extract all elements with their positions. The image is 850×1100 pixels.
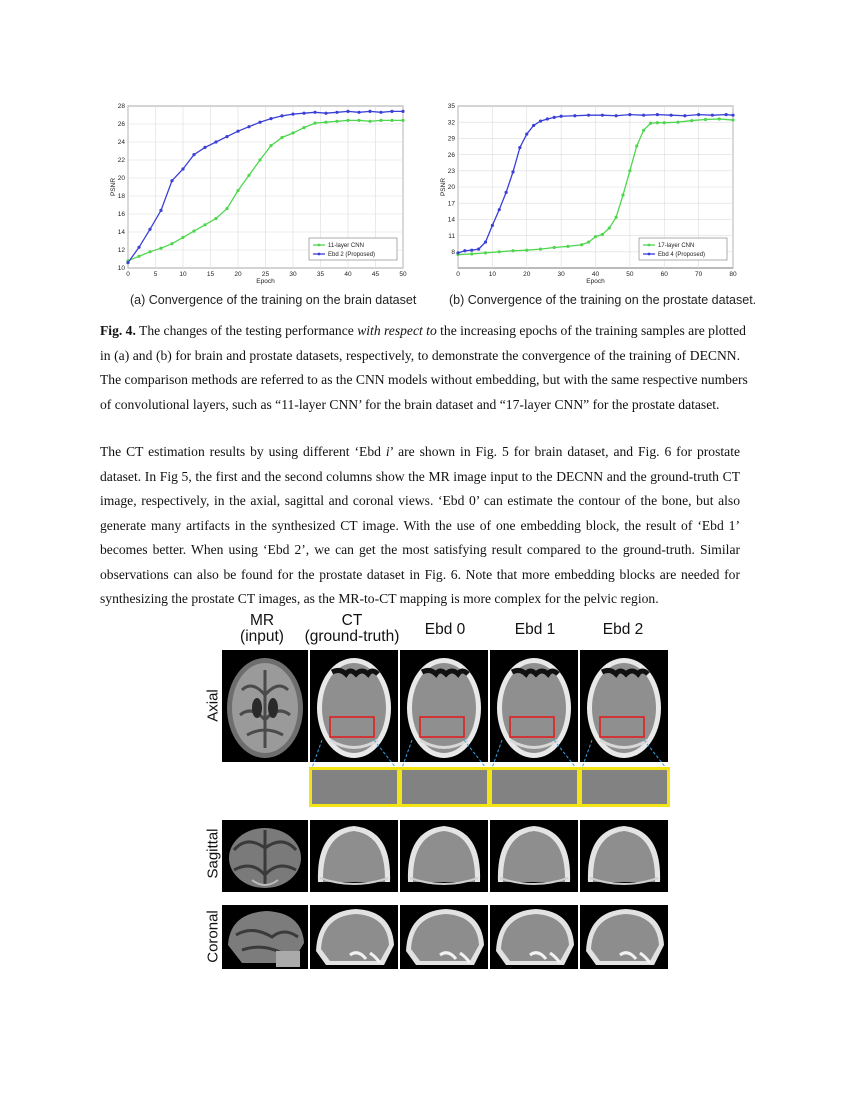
y-tick-label: 20 [447, 184, 455, 192]
data-point [313, 111, 316, 114]
chart-b-prostate-convergence [440, 100, 750, 290]
data-point [525, 132, 528, 135]
axial-mr-image [222, 650, 308, 762]
data-point [225, 207, 228, 210]
legend-marker [648, 253, 651, 256]
data-point [635, 144, 638, 147]
data-point [670, 114, 673, 117]
data-point [690, 119, 693, 122]
data-point [601, 233, 604, 236]
y-tick-label: 18 [117, 193, 125, 201]
data-point [484, 251, 487, 254]
sagittal-ct-graphic [490, 820, 578, 892]
data-point [390, 119, 393, 122]
data-point [148, 228, 151, 231]
data-point [401, 110, 404, 113]
data-point [621, 194, 624, 197]
data-point [324, 121, 327, 124]
x-tick-label: 5 [153, 271, 158, 278]
data-point [642, 114, 645, 117]
x-tick-label: 40 [344, 271, 352, 278]
data-point [587, 240, 590, 243]
data-point [137, 246, 140, 249]
x-tick-label: 30 [289, 271, 297, 278]
y-tick-label: 32 [447, 119, 455, 127]
data-point [203, 146, 206, 149]
x-tick-label: 80 [729, 271, 737, 278]
x-tick-label: 15 [206, 271, 215, 278]
data-point [302, 126, 305, 129]
y-tick-label: 26 [117, 121, 125, 129]
data-point [511, 249, 514, 252]
y-tick-label: 16 [117, 211, 125, 219]
data-point [711, 114, 714, 117]
chart-a-brain-convergence [110, 100, 420, 290]
col-label-ebd1: Ebd 1 [514, 621, 556, 638]
data-point [357, 111, 360, 114]
y-tick-label: 17 [447, 200, 455, 208]
data-point [258, 158, 261, 161]
data-point [225, 135, 228, 138]
x-tick-label: 35 [316, 271, 325, 278]
data-point [628, 113, 631, 116]
x-tick-label: 10 [488, 271, 496, 278]
x-tick-label: 50 [626, 271, 634, 278]
coronal-ct-graphic [310, 905, 398, 969]
data-point [560, 115, 563, 118]
data-point [683, 114, 686, 117]
data-point [697, 113, 700, 116]
data-point [477, 248, 480, 251]
data-point [170, 242, 173, 245]
x-tick-label: 25 [261, 271, 270, 278]
data-point [368, 120, 371, 123]
coronal-ebd1-image [490, 905, 578, 969]
y-tick-label: 22 [117, 157, 125, 165]
sagittal-ebd0-image [400, 820, 488, 892]
data-point [676, 121, 679, 124]
data-point [181, 167, 184, 170]
data-point [553, 116, 556, 119]
zoom-guide-lines [300, 730, 680, 770]
legend-label: Ebd 2 (Proposed) [328, 252, 376, 259]
data-point [594, 235, 597, 238]
data-point [214, 217, 217, 220]
data-point [498, 208, 501, 211]
coronal-ct-graphic [490, 905, 578, 969]
legend-marker [648, 244, 651, 247]
chart-a-caption: (a) Convergence of the training on the brain dataset [130, 293, 417, 307]
col-label-mr: MR (input) [240, 612, 284, 645]
row-label-coronal: Coronal [204, 910, 222, 963]
x-tick-label: 0 [456, 271, 460, 278]
data-point [456, 251, 459, 254]
sagittal-ebd2-image [580, 820, 668, 892]
data-point [247, 174, 250, 177]
data-point [324, 112, 327, 115]
x-tick-label: 70 [695, 271, 703, 278]
x-tick-label: 10 [179, 271, 187, 278]
x-tick-label: 20 [523, 271, 531, 278]
y-tick-label: 14 [447, 216, 455, 224]
x-axis-label: Epoch [586, 278, 605, 285]
legend-marker [318, 244, 321, 247]
data-point [587, 114, 590, 117]
chart-b-caption: (b) Convergence of the training on the prostate dataset. [449, 293, 757, 307]
data-point [258, 121, 261, 124]
data-point [170, 179, 173, 182]
data-point [401, 119, 404, 122]
data-point [390, 110, 393, 113]
zoom-ebd1 [489, 767, 580, 807]
fig4-caption: Fig. 4. The changes of the testing performance with respect to the increasing epochs of the training samples are plotted in (a) and (b) for brain and prostate datasets, respectively, to demonstrate the convergence of the training of DECNN. The comparison methods are referred to as the CNN models without embedding, but with the same respective numbers of convolutional layers, such as “11-layer CNN’ for the brain dataset and “17-layer CNN” for the prostate dataset. [100, 323, 748, 412]
y-tick-label: 35 [447, 103, 455, 111]
data-point [236, 189, 239, 192]
y-tick-label: 8 [451, 249, 455, 256]
data-point [573, 114, 576, 117]
col-label-ebd2: Ebd 2 [602, 621, 644, 638]
data-point [236, 130, 239, 133]
coronal-mr-image [222, 905, 308, 969]
data-point [470, 252, 473, 255]
zoom-ct-ground-truth [309, 767, 400, 807]
y-axis-label: PSNR [440, 177, 447, 197]
sagittal-ct-ground-truth-image [310, 820, 398, 892]
y-tick-label: 11 [448, 232, 455, 240]
sagittal-ct-graphic [310, 820, 398, 892]
sagittal-ct-graphic [580, 820, 668, 892]
legend-marker [318, 253, 321, 256]
y-tick-label: 20 [117, 175, 125, 183]
col-label-ct: CT (ground-truth) [304, 612, 400, 645]
data-point [566, 245, 569, 248]
y-tick-label: 10 [117, 265, 125, 273]
data-point [192, 153, 195, 156]
data-point [656, 121, 659, 124]
data-point [335, 111, 338, 114]
legend-label: 17-layer CNN [658, 243, 695, 250]
data-point [511, 170, 514, 173]
y-tick-label: 29 [447, 135, 455, 143]
data-point [346, 110, 349, 113]
data-point [302, 112, 305, 115]
col-label-ebd0: Ebd 0 [424, 621, 466, 638]
row-label-sagittal: Sagittal [204, 828, 222, 879]
data-point [379, 119, 382, 122]
data-point [505, 191, 508, 194]
coronal-ct-graphic [580, 905, 668, 969]
data-point [718, 117, 721, 120]
data-point [539, 120, 542, 123]
data-point [126, 261, 129, 264]
data-point [368, 110, 371, 113]
y-tick-label: 12 [117, 247, 125, 255]
data-point [192, 230, 195, 233]
data-point [357, 119, 360, 122]
data-point [181, 236, 184, 239]
data-point [291, 113, 294, 116]
x-tick-label: 20 [234, 271, 242, 278]
data-point [601, 114, 604, 117]
data-point [725, 113, 728, 116]
data-point [313, 122, 316, 125]
data-point [532, 124, 535, 127]
data-point [518, 146, 521, 149]
y-tick-label: 26 [447, 151, 455, 159]
y-tick-label: 24 [117, 139, 125, 147]
data-point [628, 169, 631, 172]
data-point [335, 120, 338, 123]
zoom-ebd2 [579, 767, 670, 807]
data-point [159, 247, 162, 250]
coronal-ebd2-image [580, 905, 668, 969]
data-point [663, 121, 666, 124]
y-axis-label: PSNR [110, 177, 117, 197]
data-point [291, 131, 294, 134]
data-point [546, 117, 549, 120]
coronal-ct-ground-truth-image [310, 905, 398, 969]
data-point [498, 250, 501, 253]
legend-label: Ebd 4 (Proposed) [658, 252, 706, 259]
x-tick-label: 45 [371, 271, 380, 278]
data-point [484, 240, 487, 243]
sagittal-ct-graphic [400, 820, 488, 892]
legend-label: 11-layer CNN [328, 243, 364, 250]
data-point [379, 111, 382, 114]
coronal-ct-graphic [400, 905, 488, 969]
x-tick-label: 40 [591, 271, 600, 278]
x-tick-label: 50 [399, 271, 407, 278]
data-point [656, 113, 659, 116]
data-point [642, 129, 645, 132]
data-point [463, 249, 466, 252]
data-point [280, 114, 283, 117]
y-tick-label: 23 [447, 168, 455, 175]
x-tick-label: 60 [660, 271, 668, 278]
coronal-ebd0-image [400, 905, 488, 969]
data-point [148, 250, 151, 253]
fig4-label: Fig. 4. [100, 323, 136, 338]
y-tick-label: 14 [117, 229, 125, 237]
data-point [608, 226, 611, 229]
data-point [539, 248, 542, 251]
x-tick-label: 0 [126, 271, 130, 278]
data-point [615, 216, 618, 219]
data-point [203, 223, 206, 226]
x-axis-label: Epoch [256, 278, 275, 285]
data-point [269, 144, 272, 147]
data-point [615, 114, 618, 117]
sagittal-mr-image [222, 820, 308, 892]
body-paragraph: The CT estimation results by using different ‘Ebd i’ are shown in Fig. 5 for brain dataset, and Fig. 6 for prostate dataset. In Fig 5, the first and the second columns show the MR image input to the DECNN and the ground-truth CT image, respectively, in the axial, sagittal and coronal views. ‘Ebd 0’ can estimate the contour of the bone, but also generate many artifacts in the synthesized CT image. With the use of one embedding block, the result of ‘Ebd 1’ becomes better. When using ‘Ebd 2’, we can get the most satisfying result compared to the ground-truth. Similar observations can also be found for the prostate dataset in Fig. 6. Note that more embedding blocks are needed for synthesizing the prostate CT images, as the MR-to-CT mapping is more complex for the pelvic region. [100, 444, 740, 606]
data-point [137, 255, 140, 258]
data-point [491, 224, 494, 227]
zoom-ebd0 [399, 767, 490, 807]
data-point [649, 122, 652, 125]
data-point [159, 209, 162, 212]
x-tick-label: 30 [557, 271, 565, 278]
data-point [580, 243, 583, 246]
data-point [731, 114, 734, 117]
data-point [247, 125, 250, 128]
sagittal-ebd1-image [490, 820, 578, 892]
data-point [214, 140, 217, 143]
data-point [525, 249, 528, 252]
data-point [553, 246, 556, 249]
row-label-axial: Axial [204, 689, 222, 722]
data-point [280, 136, 283, 139]
data-point [704, 118, 707, 121]
data-point [346, 119, 349, 122]
y-tick-label: 28 [117, 103, 125, 111]
data-point [269, 117, 272, 120]
data-point [731, 118, 734, 121]
data-point [470, 249, 473, 252]
